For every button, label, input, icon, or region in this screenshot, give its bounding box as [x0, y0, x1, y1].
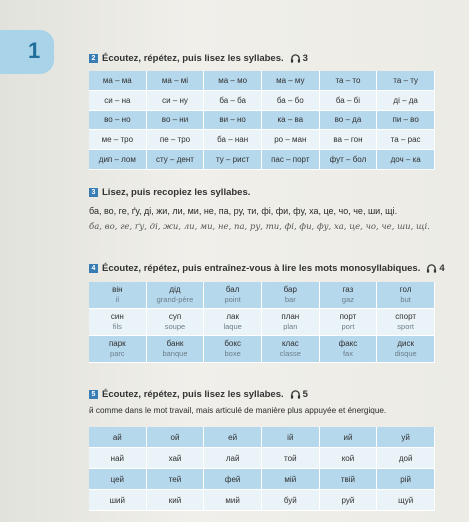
exercise-4-title [89, 263, 445, 274]
audio-track-3[interactable] [290, 53, 308, 64]
syllable-cell: доч – ка [377, 150, 435, 170]
word-cell [320, 282, 378, 309]
syllable-cell: мий [204, 490, 262, 511]
ukrainian-word: гол [399, 285, 412, 294]
syllable-cell: фей [204, 469, 262, 490]
syllable-cell: мій [262, 469, 320, 490]
syllable-cell: ай [89, 427, 147, 448]
syllable-cell: ій [262, 427, 320, 448]
exercise-3-number: 3 [89, 188, 98, 197]
exercise-4-instruction: Écoutez, répétez, puis entraînez-vous à lire les mots monosyllabiques. [102, 263, 421, 274]
syllable-cell: уй [377, 427, 435, 448]
syllable-cell: во – ни [147, 111, 205, 131]
word-cell [89, 309, 147, 336]
syllable-cell: ший [89, 490, 147, 511]
syllable-cell: ма – мі [147, 71, 205, 91]
syllable-cell: буй [262, 490, 320, 511]
exercise-4-word-table [89, 282, 435, 363]
headphones-icon [426, 263, 437, 274]
syllable-cell: пи – во [377, 111, 435, 131]
syllable-cell: кой [320, 448, 378, 469]
syllable-cell: дип – лом [89, 150, 147, 170]
word-cell [147, 336, 205, 363]
syllable-cell: ме – тро [89, 130, 147, 150]
syllable-cell: хай [147, 448, 205, 469]
syllable-row [89, 130, 435, 150]
ukrainian-word: дід [169, 285, 181, 294]
syllable-cell: ту – рист [204, 150, 262, 170]
french-translation: grand-père [156, 295, 194, 304]
audio-track-number: 4 [439, 263, 445, 274]
french-translation: parc [110, 349, 125, 358]
ukrainian-word: суп [168, 312, 182, 321]
syllable-cell: най [89, 448, 147, 469]
ukrainian-word: син [110, 312, 124, 321]
syllable-cell: во – да [320, 111, 378, 131]
word-cell [89, 336, 147, 363]
exercise-5-instruction: Écoutez, répétez, puis lisez les syllabes. [102, 389, 284, 400]
exercise-4-number: 4 [89, 264, 98, 273]
french-translation: port [341, 322, 355, 331]
syllable-cell: си – на [89, 91, 147, 111]
syllable-cell: тей [147, 469, 205, 490]
syllable-row [89, 150, 435, 170]
french-translation: sport [397, 322, 414, 331]
word-cell [320, 336, 378, 363]
syllable-cell: ро – ман [262, 130, 320, 150]
exercise-5-syllable-table [89, 427, 435, 511]
word-row [89, 282, 435, 309]
french-translation: il [115, 295, 119, 304]
syllable-cell: кий [147, 490, 205, 511]
word-cell [204, 309, 262, 336]
french-translation: banque [162, 349, 188, 358]
word-cell [147, 282, 205, 309]
exercise-5-number: 5 [89, 390, 98, 399]
audio-track-5[interactable] [290, 389, 308, 400]
exercise-5-description: й comme dans le mot travail, mais articulé de manière plus appuyée et énergique. [89, 406, 387, 415]
syllable-cell: ба – бі [320, 91, 378, 111]
syllable-cell: та – ту [377, 71, 435, 91]
syllable-row [89, 111, 435, 131]
word-cell [377, 309, 435, 336]
syllable-cell: ей [204, 427, 262, 448]
exercise-3-instruction: Lisez, puis recopiez les syllabes. [102, 187, 251, 198]
word-cell [377, 336, 435, 363]
word-cell [204, 336, 262, 363]
french-translation: laque [223, 322, 242, 331]
headphones-icon [290, 389, 301, 400]
french-translation: soupe [164, 322, 186, 331]
french-translation: fax [342, 349, 353, 358]
syllable-cell: твій [320, 469, 378, 490]
ukrainian-word: факс [338, 339, 358, 348]
exercise-2-number: 2 [89, 54, 98, 63]
ukrainian-word: бал [225, 285, 240, 294]
word-cell [320, 309, 378, 336]
syllable-cell: ой [147, 427, 205, 448]
exercise-3-cursive: ба, во, ге, ґу, ді, жи, ли, ми, не, па, ру, ти, фі, фи, фу, ха, це, чо, че, ши, щі. [89, 222, 430, 232]
french-translation: fils [112, 322, 122, 331]
exercise-2-title [89, 53, 308, 64]
ukrainian-word: парк [108, 339, 126, 348]
word-row [89, 336, 435, 363]
ukrainian-word: диск [397, 339, 414, 348]
syllable-cell: сту – дент [147, 150, 205, 170]
syllable-row [89, 427, 435, 448]
ukrainian-word: спорт [395, 312, 416, 321]
ukrainian-word: газ [342, 285, 354, 294]
syllable-cell: ба – ба [204, 91, 262, 111]
syllable-cell: та – то [320, 71, 378, 91]
word-cell [89, 282, 147, 309]
syllable-cell: си – ну [147, 91, 205, 111]
french-translation: gaz [341, 295, 354, 304]
syllable-row [89, 490, 435, 511]
syllable-cell: во – но [89, 111, 147, 131]
word-cell [147, 309, 205, 336]
word-cell [377, 282, 435, 309]
syllable-cell: ва – гон [320, 130, 378, 150]
french-translation: plan [283, 322, 298, 331]
word-row [89, 309, 435, 336]
word-cell [262, 336, 320, 363]
ukrainian-word: він [112, 285, 123, 294]
french-translation: disque [394, 349, 417, 358]
syllable-cell: цей [89, 469, 147, 490]
word-cell [262, 282, 320, 309]
french-translation: but [400, 295, 411, 304]
syllable-cell: ма – мо [204, 71, 262, 91]
syllable-cell: ви – но [204, 111, 262, 131]
syllable-row [89, 469, 435, 490]
syllable-row [89, 448, 435, 469]
audio-track-number: 5 [302, 389, 308, 400]
syllable-cell: той [262, 448, 320, 469]
syllable-cell: руй [320, 490, 378, 511]
french-translation: classe [279, 349, 301, 358]
french-translation: bar [284, 295, 296, 304]
syllable-cell: ма – му [262, 71, 320, 91]
ukrainian-word: клас [281, 339, 299, 348]
syllable-row [89, 91, 435, 111]
ukrainian-word: бар [283, 285, 297, 294]
syllable-cell: ба – нан [204, 130, 262, 150]
audio-track-number: 3 [302, 53, 308, 64]
ukrainian-word: порт [339, 312, 357, 321]
syllable-cell: ка – ва [262, 111, 320, 131]
word-cell [204, 282, 262, 309]
syllable-cell: дой [377, 448, 435, 469]
exercise-2-instruction: Écoutez, répétez, puis lisez les syllabes. [102, 53, 284, 64]
unit-tab [0, 30, 54, 74]
headphones-icon [290, 53, 301, 64]
ukrainian-word: план [281, 312, 300, 321]
syllable-cell: пас – порт [262, 150, 320, 170]
ukrainian-word: банк [166, 339, 184, 348]
ukrainian-word: бокс [224, 339, 241, 348]
syllable-cell: ді – да [377, 91, 435, 111]
syllable-row [89, 71, 435, 91]
exercise-2-syllable-table [89, 71, 435, 170]
exercise-3-title [89, 187, 250, 198]
unit-number: 1 [28, 38, 41, 63]
french-translation: point [224, 295, 241, 304]
ukrainian-word: лак [226, 312, 239, 321]
syllable-cell: пе – тро [147, 130, 205, 150]
syllable-cell: ий [320, 427, 378, 448]
syllable-cell: ма – ма [89, 71, 147, 91]
exercise-5-title [89, 389, 308, 400]
syllable-cell: та – рас [377, 130, 435, 150]
syllable-cell: щуй [377, 490, 435, 511]
audio-track-4[interactable] [426, 263, 444, 274]
syllable-cell: рій [377, 469, 435, 490]
syllable-cell: лай [204, 448, 262, 469]
syllable-cell: ба – бо [262, 91, 320, 111]
french-translation: boxe [224, 349, 241, 358]
word-cell [262, 309, 320, 336]
syllable-cell: фут – бол [320, 150, 378, 170]
exercise-3-syllables: ба, во, ге, ґу, ді, жи, ли, ми, не, па, ру, ти, фі, фи, фу, ха, це, чо, че, ши, щі. [89, 206, 398, 216]
